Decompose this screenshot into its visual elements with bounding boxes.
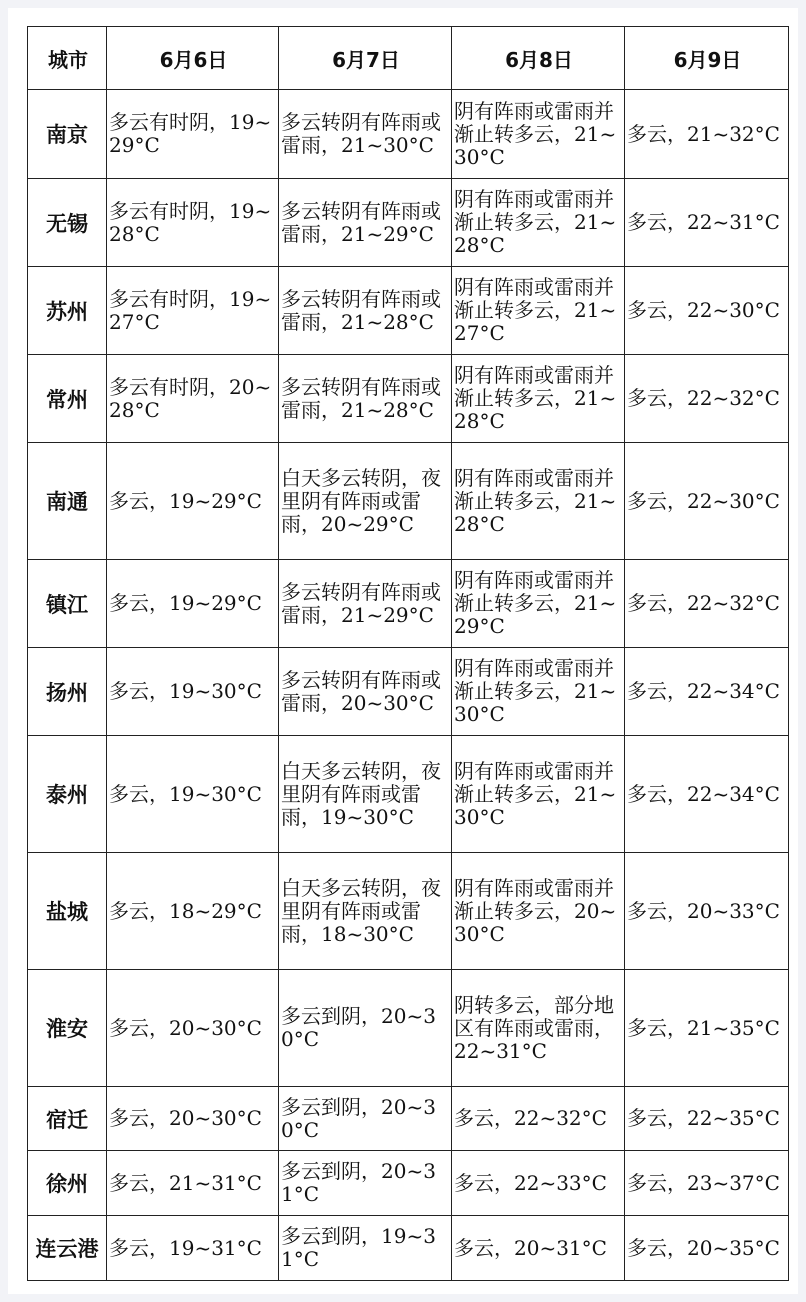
- forecast-cell: 多云，19~30°C: [107, 736, 279, 853]
- forecast-cell: 多云，22~30°C: [625, 267, 789, 355]
- header-date: 6月6日: [107, 27, 279, 90]
- forecast-cell: 多云，22~35°C: [625, 1087, 789, 1151]
- forecast-cell: 多云转阴有阵雨或雷雨，21~30°C: [279, 90, 452, 179]
- forecast-cell: 阴有阵雨或雷雨并渐止转多云，21~30°C: [452, 90, 625, 179]
- forecast-cell: 阴有阵雨或雷雨并渐止转多云，21~30°C: [452, 736, 625, 853]
- forecast-cell: 阴有阵雨或雷雨并渐止转多云，21~28°C: [452, 179, 625, 267]
- forecast-cell: 多云，20~30°C: [107, 1087, 279, 1151]
- forecast-cell: 多云转阴有阵雨或雷雨，21~29°C: [279, 560, 452, 648]
- forecast-cell: 多云，22~33°C: [452, 1151, 625, 1216]
- forecast-cell: 多云，21~32°C: [625, 90, 789, 179]
- forecast-cell: 白天多云转阴，夜里阴有阵雨或雷雨，20~29°C: [279, 443, 452, 560]
- forecast-cell: 多云，22~32°C: [452, 1087, 625, 1151]
- forecast-cell: 多云，21~35°C: [625, 970, 789, 1087]
- forecast-cell: 阴有阵雨或雷雨并渐止转多云，21~28°C: [452, 443, 625, 560]
- table-row: [28, 443, 789, 560]
- city-name: 无锡: [28, 179, 107, 267]
- forecast-cell: 多云有时阴，19~27°C: [107, 267, 279, 355]
- forecast-cell: 多云，19~29°C: [107, 560, 279, 648]
- forecast-cell: 多云到阴，20~30°C: [279, 970, 452, 1087]
- city-name: 镇江: [28, 560, 107, 648]
- forecast-cell: 多云到阴，20~30°C: [279, 1087, 452, 1151]
- table-row: [28, 90, 789, 179]
- forecast-cell: 阴有阵雨或雷雨并渐止转多云，21~30°C: [452, 648, 625, 736]
- city-name: 常州: [28, 355, 107, 443]
- forecast-cell: 多云转阴有阵雨或雷雨，21~29°C: [279, 179, 452, 267]
- city-name: 盐城: [28, 853, 107, 970]
- table-row: [28, 267, 789, 355]
- forecast-cell: 多云，22~34°C: [625, 736, 789, 853]
- city-name: 南通: [28, 443, 107, 560]
- city-name: 泰州: [28, 736, 107, 853]
- city-name: 淮安: [28, 970, 107, 1087]
- weather-forecast-table: [27, 26, 789, 1281]
- table-row: [28, 853, 789, 970]
- forecast-cell: 多云有时阴，19~29°C: [107, 90, 279, 179]
- forecast-cell: 白天多云转阴，夜里阴有阵雨或雷雨，18~30°C: [279, 853, 452, 970]
- city-name: 连云港: [28, 1216, 107, 1281]
- table-row: [28, 970, 789, 1087]
- city-name: 南京: [28, 90, 107, 179]
- header-date: 6月8日: [452, 27, 625, 90]
- forecast-cell: 阴有阵雨或雷雨并渐止转多云，21~28°C: [452, 355, 625, 443]
- forecast-cell: 多云，19~30°C: [107, 648, 279, 736]
- forecast-cell: 多云，18~29°C: [107, 853, 279, 970]
- forecast-cell: 多云，22~34°C: [625, 648, 789, 736]
- forecast-cell: 多云，20~35°C: [625, 1216, 789, 1281]
- header-city: 城市: [28, 27, 107, 90]
- forecast-cell: 多云，19~29°C: [107, 443, 279, 560]
- forecast-cell: 多云，22~31°C: [625, 179, 789, 267]
- forecast-cell: 多云有时阴，19~28°C: [107, 179, 279, 267]
- table-row: [28, 648, 789, 736]
- table-row: [28, 736, 789, 853]
- forecast-cell: 阴有阵雨或雷雨并渐止转多云，21~27°C: [452, 267, 625, 355]
- forecast-cell: 阴有阵雨或雷雨并渐止转多云，20~30°C: [452, 853, 625, 970]
- table-row: [28, 355, 789, 443]
- city-name: 扬州: [28, 648, 107, 736]
- header-date: 6月9日: [625, 27, 789, 90]
- forecast-cell: 多云，21~31°C: [107, 1151, 279, 1216]
- forecast-cell: 多云，20~30°C: [107, 970, 279, 1087]
- forecast-cell: 白天多云转阴，夜里阴有阵雨或雷雨，19~30°C: [279, 736, 452, 853]
- header-date: 6月7日: [279, 27, 452, 90]
- forecast-cell: 多云，23~37°C: [625, 1151, 789, 1216]
- forecast-cell: 多云，19~31°C: [107, 1216, 279, 1281]
- table-row: [28, 560, 789, 648]
- forecast-cell: 多云，22~32°C: [625, 560, 789, 648]
- forecast-cell: 多云到阴，20~31°C: [279, 1151, 452, 1216]
- table-row: [28, 179, 789, 267]
- forecast-cell: 多云转阴有阵雨或雷雨，20~30°C: [279, 648, 452, 736]
- forecast-cell: 多云有时阴，20~28°C: [107, 355, 279, 443]
- city-name: 苏州: [28, 267, 107, 355]
- forecast-cell: 多云到阴，19~31°C: [279, 1216, 452, 1281]
- forecast-cell: 多云转阴有阵雨或雷雨，21~28°C: [279, 355, 452, 443]
- forecast-cell: 多云，20~31°C: [452, 1216, 625, 1281]
- table-header-row: [28, 27, 789, 90]
- forecast-cell: 阴有阵雨或雷雨并渐止转多云，21~29°C: [452, 560, 625, 648]
- city-name: 徐州: [28, 1151, 107, 1216]
- city-name: 宿迁: [28, 1087, 107, 1151]
- forecast-cell: 多云，22~32°C: [625, 355, 789, 443]
- table-row: [28, 1087, 789, 1151]
- forecast-cell: 多云转阴有阵雨或雷雨，21~28°C: [279, 267, 452, 355]
- forecast-cell: 阴转多云，部分地区有阵雨或雷雨，22~31°C: [452, 970, 625, 1087]
- table-row: [28, 1216, 789, 1281]
- forecast-cell: 多云，22~30°C: [625, 443, 789, 560]
- document-page: [8, 8, 798, 1294]
- forecast-cell: 多云，20~33°C: [625, 853, 789, 970]
- table-row: [28, 1151, 789, 1216]
